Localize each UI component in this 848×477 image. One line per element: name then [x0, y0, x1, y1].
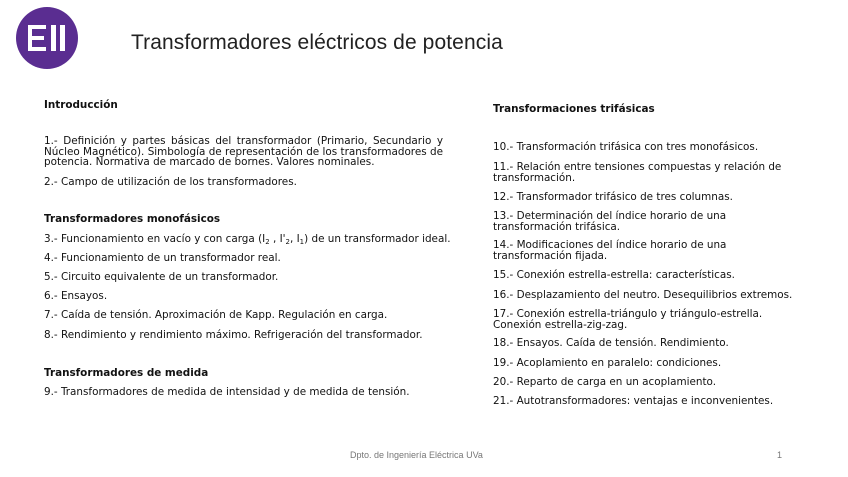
list-item-15: 15.- Conexión estrella-estrella: características. [493, 269, 735, 281]
list-item-5: 5.- Circuito equivalente de un transformador. [44, 271, 279, 283]
list-item-20: 20.- Reparto de carga en un acoplamiento. [493, 376, 716, 388]
footer-department: Dpto. de Ingeniería Eléctrica UVa [350, 450, 483, 460]
logo-mark-icon [16, 7, 78, 69]
list-item-7: 7.- Caída de tensión. Aproximación de Kapp. Regulación en carga. [44, 309, 388, 321]
trifasicas-heading: Transformaciones trifásicas [493, 103, 655, 115]
list-item-6: 6.- Ensayos. [44, 290, 108, 302]
item3-text-b: , I' [269, 233, 286, 245]
page-number: 1 [777, 450, 783, 460]
university-logo [16, 7, 78, 69]
list-item-4: 4.- Funcionamiento de un transformador real. [44, 252, 281, 264]
list-item-21: 21.- Autotransformadores: ventajas e inconvenientes. [493, 395, 774, 407]
page-title: Transformadores eléctricos de potencia [131, 31, 503, 54]
item3-sub-b: 2 [285, 238, 290, 246]
item3-sub-c: 1 [299, 238, 305, 246]
intro-heading: Introducción [44, 99, 118, 111]
list-item-14: 14.- Modificaciones del índice horario de una transformación fijada. [493, 239, 727, 262]
list-item-8: 8.- Rendimiento y rendimiento máximo. Refrigeración del transformador. [44, 329, 423, 341]
item3-text-c: , I [289, 233, 300, 245]
list-item-1: 1.- Definición y partes básicas del transformador (Primario, Secundario y Núcleo Magnético). Simbología de representación de los transformadores de potencia. Normativa de marcado de bornes. Valores nominales. [44, 135, 443, 168]
list-item-18: 18.- Ensayos. Caída de tensión. Rendimiento. [493, 337, 729, 349]
list-item-9: 9.- Transformadores de medida de intensidad y de medida de tensión. [44, 386, 410, 398]
list-item-2: 2.- Campo de utilización de los transformadores. [44, 176, 297, 188]
list-item-10: 10.- Transformación trifásica con tres monofásicos. [493, 141, 759, 153]
list-item-3 [44, 234, 451, 245]
medida-heading: Transformadores de medida [44, 367, 209, 379]
list-item-17: 17.- Conexión estrella-triángulo y triángulo-estrella. Conexión estrella-zig-zag. [493, 308, 763, 331]
item3-text-d: ) de un transformador ideal. [304, 233, 451, 245]
list-item-11: 11.- Relación entre tensiones compuestas y relación de transformación. [493, 161, 782, 184]
list-item-12: 12.- Transformador trifásico de tres columnas. [493, 191, 733, 203]
list-item-13: 13.- Determinación del índice horario de una transformación trifásica. [493, 210, 727, 233]
item3-sub-a: 2 [265, 238, 270, 246]
item3-text-a: 3.- Funcionamiento en vacío y con carga (I [44, 233, 266, 245]
monofasicos-heading: Transformadores monofásicos [44, 213, 221, 225]
list-item-19: 19.- Acoplamiento en paralelo: condiciones. [493, 357, 722, 369]
list-item-16: 16.- Desplazamiento del neutro. Desequilibrios extremos. [493, 289, 793, 301]
